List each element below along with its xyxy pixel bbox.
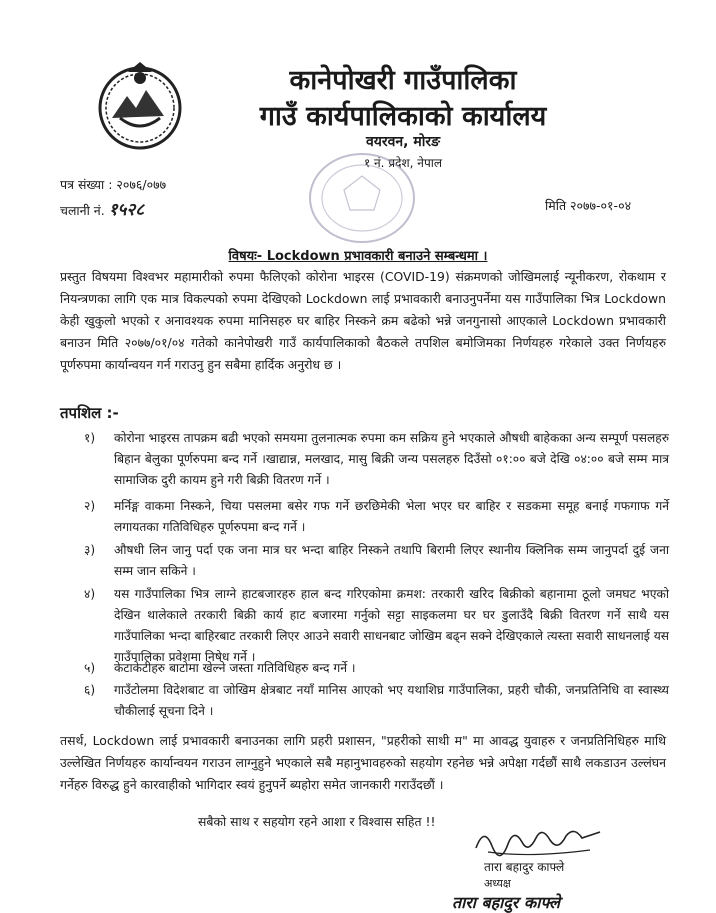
signer-stamp-name: तारा बहादुर काफ्ले — [452, 893, 560, 912]
office-name: कानेपोखरी गाउँपालिका — [289, 65, 517, 96]
letter-subject: विषयः- Lockdown प्रभावकारी बनाउने सम्बन्धमा । — [228, 249, 488, 264]
conclusion-paragraph: तसर्थ, Lockdown लाई प्रभावकारी बनाउनका लागि प्रहरी प्रशासन, "प्रहरीको साथी म" मा आवद्ध युवाहरु र जनप्रतिनिधिहरु माथि उल्लेखित निर्णयहरु कार्यान्वयन गराउन लाग्नुहुने भएकाले सबै महानुभावहरुको सहयोग रहनेछ भन्ने अपेक्षा गर्दछौं साथै लकडाउन उल्लंघन गर्नेहरु विरुद्ध हुने कारवाहीको भागिदार स्वयं हुनुपर्ने ब्यहोरा समेत जानकारी गराउँदछौं । — [60, 733, 666, 792]
list-item: २) मर्निङ्ग वाकमा निस्कने, चिया पसलमा बसेर गफ गर्ने छरछिमेकी भेला भएर घर बाहिर र सडकमा समूह बनाई गफगाफ गर्ने लगायतका गतिविधिहरु पूर्णरुपमा बन्द गर्ने । — [84, 499, 669, 534]
list-item: ४) यस गाउँपालिका भित्र लाग्ने हाटबजारहरु हाल बन्द गरिएकोमा क्रमश: तरकारी खरिद बिक्रीको बहानामा ठूलो जमघट भएको देखिन थालेकाले तरकारी बिक्री कार्य हाट बजारमा गर्नुको सट्टा साइकलमा घर घर डुलाउँदै बिक्री वितरण गर्ने साथै यस गाउँपालिका भन्दा बाहिरबाट तरकारी लिएर आउने सवारी साधनबाट जोखिम बढ्न सक्ने देखिएकाले त्यस्ता सवारी साधनलाई यस गाउँपालिका प्रवेशमा निषेध गर्ने । — [84, 587, 669, 664]
signer-role: अध्यक्ष — [484, 877, 511, 890]
intro-paragraph: प्रस्तुत विषयमा विश्वभर महामारीको रुपमा फैलिएको कोरोना भाइरस (COVID-19) संक्रमणको जोखिमलाई न्यूनीकरण, रोकथाम र नियन्त्रणका लागि एक मात्र विकल्पको रुपमा देखिएको Lockdown लाई प्रभावकारी बनाउनुपर्नेमा यस गाउँपालिका भित्र Lockdown केही खुकुलो भएको र अनावश्यक रुपमा मानिसहरु घर बाहिर निस्कने क्रम बढेको भन्ने जनगुनासो आएकाले Lockdown प्रभावकारी बनाउन मिति २०७७/०१/०४ गतेको कानेपोखरी गाउँ कार्यपालिकाको बैठकले तपशिल बमोजिमका निर्णयहरु गरेकाले उक्त निर्णयहरु पूर्णरुपमा कार्यान्वयन गर्न गराउनु हुन सबैमा हार्दिक अनुरोध छ । — [60, 269, 666, 372]
list-item: १) कोरोना भाइरस तापक्रम बढी भएको समयमा तुलनात्मक रुपमा कम सक्रिय हुने भएकाले औषधी बाहेकका अन्य सम्पूर्ण पसलहरु बिहान बेलुका पूर्णरुपमा बन्द गर्ने ।खाद्यान्न, मलखाद, मासु बिक्री जन्य पसलहरु दिउँसो ०१:०० बजे देखि ०४:०० बजे सम्म मात्र सामाजिक दुरी कायम हुने गरी बिक्री वितरण गर्ने । — [84, 431, 669, 487]
list-item: ३) औषधी लिन जानु पर्दा एक जना मात्र घर भन्दा बाहिर निस्कने तथापि बिरामी लिएर स्थानीय क्लिनिक सम्म जानुपर्दा दुई जना सम्म जान सकिने । — [84, 543, 669, 578]
office-stamp — [302, 148, 422, 246]
office-province: १ नं. प्रदेश, नेपाल — [363, 156, 443, 170]
list-item: ५) केटाकेटीहरु बाटोमा खेल्ने जस्ता गतिविधिहरु बन्द गर्ने । — [84, 661, 356, 675]
list-item: ६) गाउँटोलमा विदेशबाट वा जोखिम क्षेत्रबाट नयाँ मानिस आएको भए यथाशिघ्र गाउँपालिका, प्रहरी चौकी, जनप्रतिनिधि वा स्वास्थ्य चौकीलाई सूचना दिने । — [84, 683, 669, 718]
signature — [470, 820, 610, 860]
office-address: वयरवन, मोरङ — [365, 134, 441, 150]
office-subtitle: गाउँ कार्यपालिकाको कार्यालय — [259, 101, 547, 132]
letter-date: मिति २०७७-०१-०४ — [545, 198, 632, 213]
patra-number: पत्र संख्या : २०७६/०७७ — [60, 177, 167, 192]
chalani-number: चलानी नं. १५२८ — [60, 200, 145, 220]
signer-name: तारा बहादुर काफ्ले — [484, 860, 565, 874]
chalani-handwritten: १५२८ — [108, 200, 145, 220]
closing-line: सबैको साथ र सहयोग रहने आशा र विश्वास सहित !! — [198, 814, 436, 829]
tapasil-heading: तपशिल :- — [60, 404, 119, 422]
